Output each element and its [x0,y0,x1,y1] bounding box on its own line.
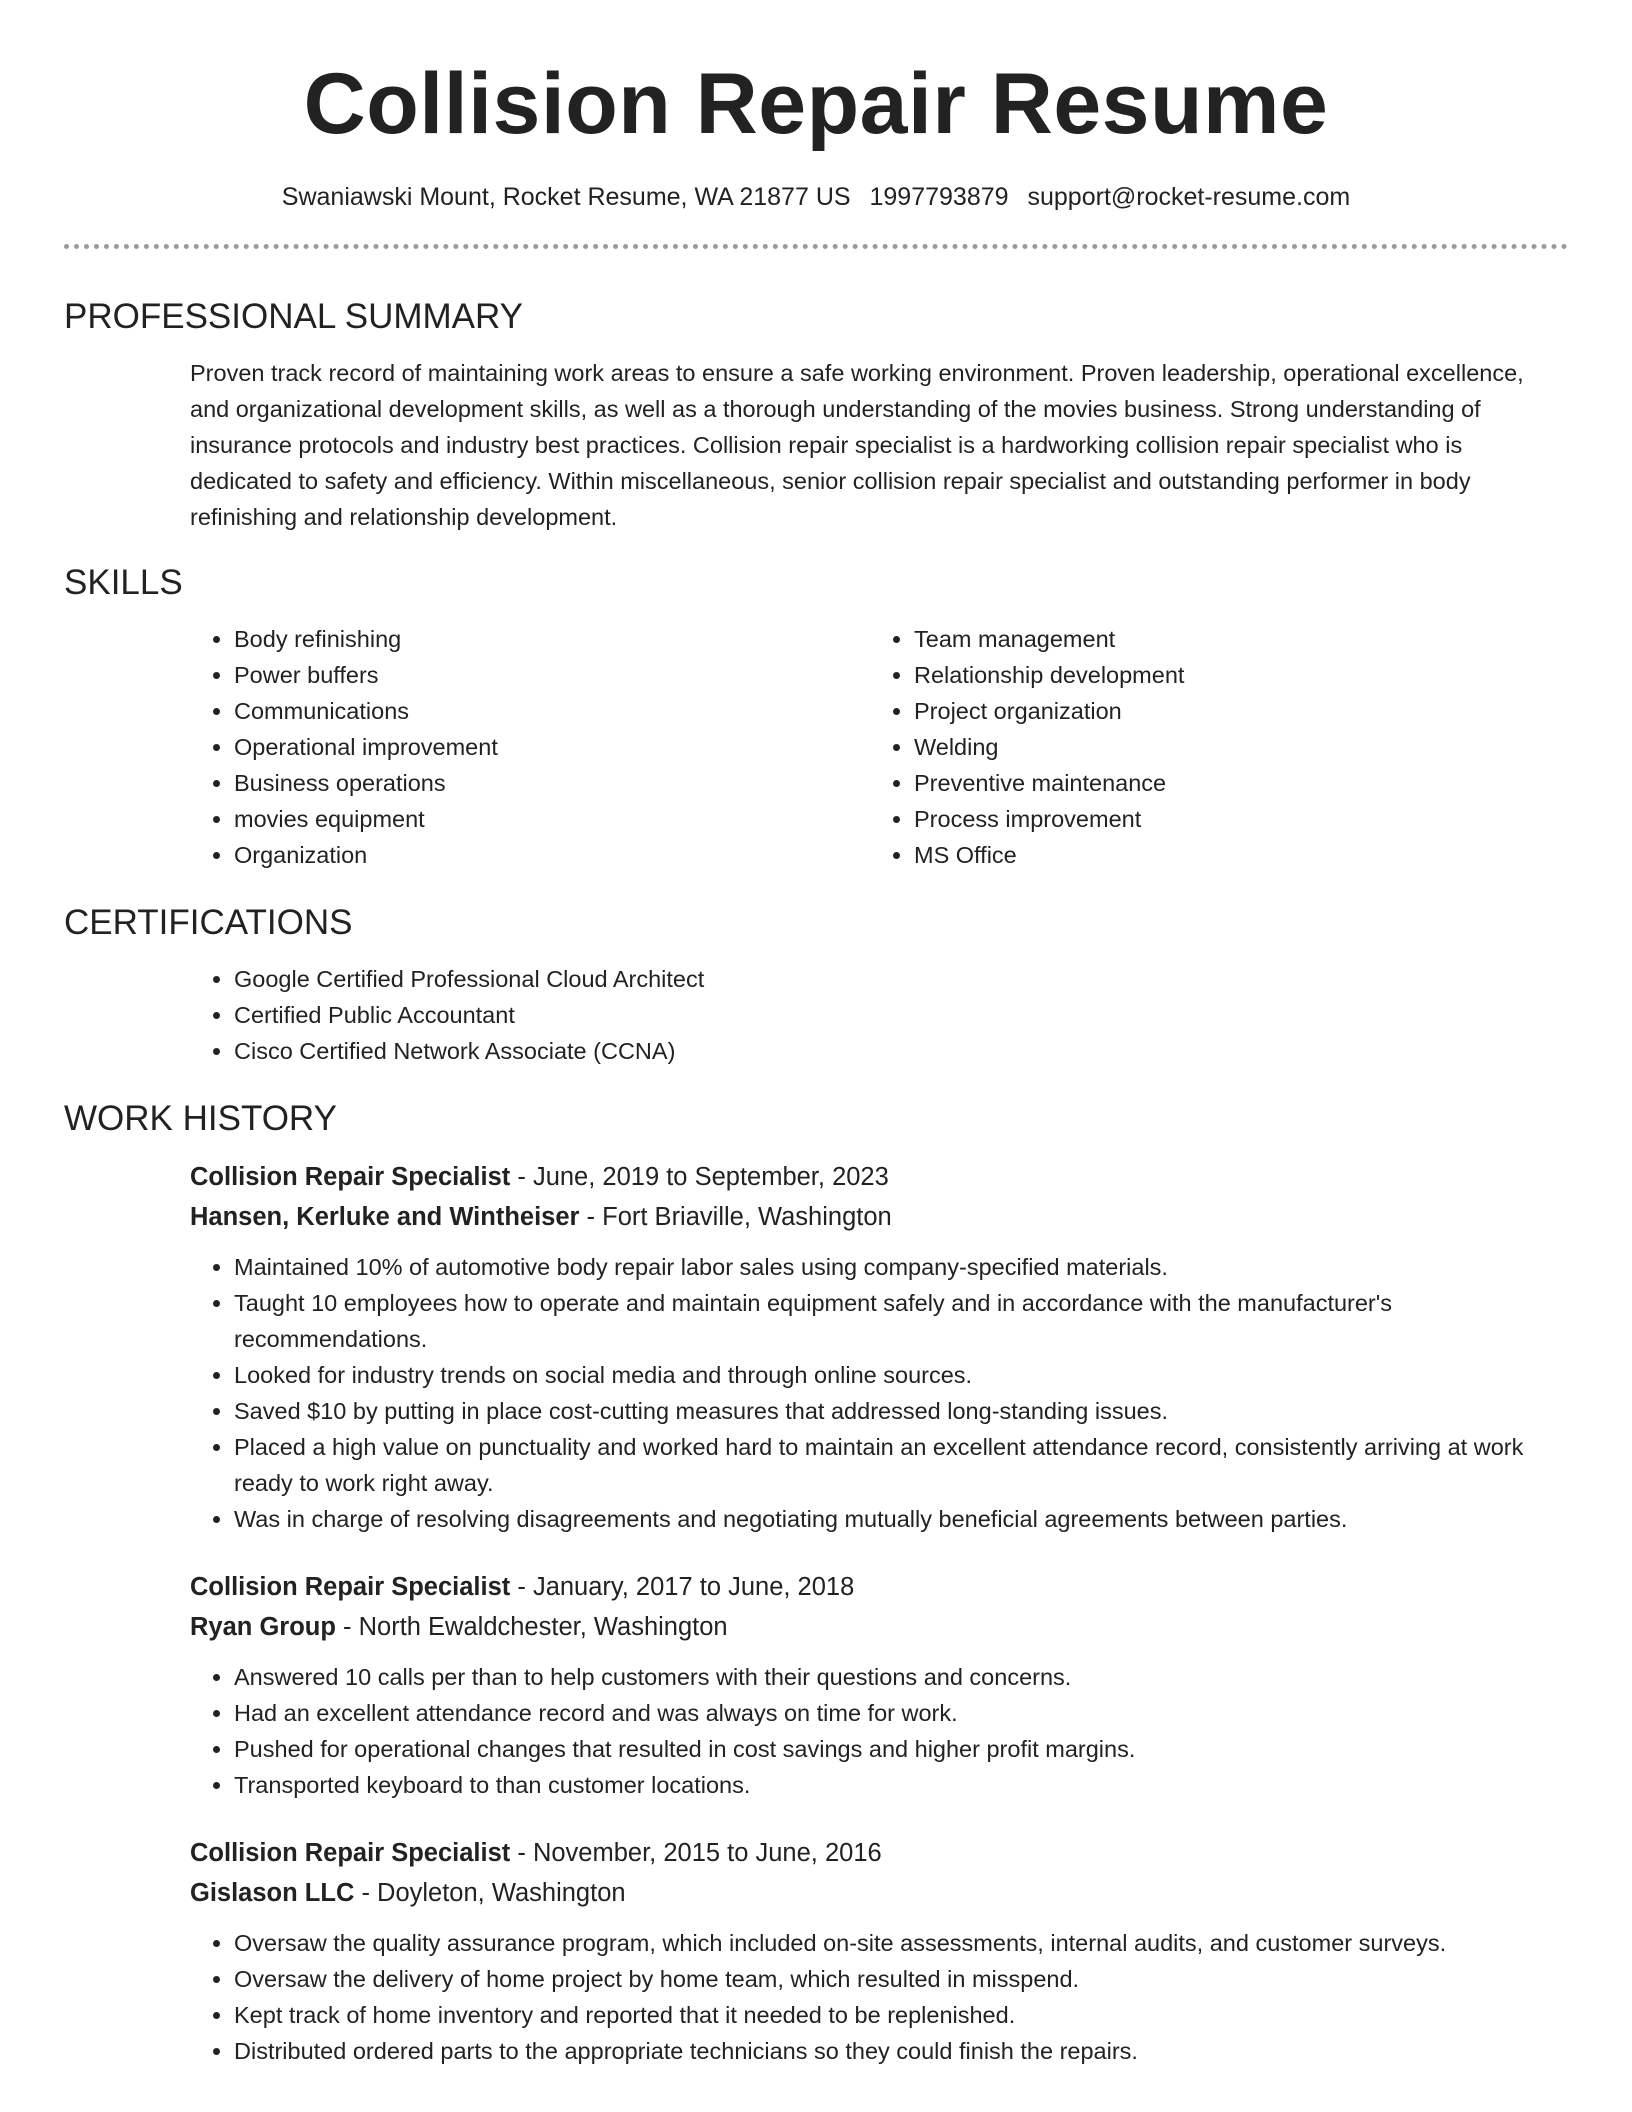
job-dates: January, 2017 to June, 2018 [532,1573,855,1601]
job-company: Gislason LLC [190,1879,355,1907]
certifications-heading: CERTIFICATIONS [64,903,353,942]
contact-line [64,180,1568,214]
job-entry [64,1567,1568,1803]
list-item: • Body refinishing [234,621,870,657]
certifications-list [190,961,1568,1069]
list-item: • Maintained 10% of automotive body repair labor sales using company-specified materials. [234,1249,1568,1285]
job-company: Ryan Group [190,1613,336,1641]
job-bullets [190,1925,1568,2069]
job-bullets [190,1659,1568,1803]
list-item: • movies equipment [234,801,870,837]
skills-list-right [870,621,1550,873]
list-item: • Oversaw the delivery of home project by home team, which resulted in misspend. [234,1961,1568,1997]
job-company-line: Hansen, Kerluke and Wintheiser - Fort Briaville, Washington [190,1203,892,1231]
summary-section [64,295,1568,535]
list-item: • Operational improvement [234,729,870,765]
resume-title: Collision Repair Resume [303,56,1329,152]
certifications-body [64,961,1568,1069]
job-entry [64,1833,1568,2069]
list-item: • Welding [914,729,1550,765]
list-item: • Placed a high value on punctuality and worked hard to maintain an excellent attendance record, consistently arriving at work ready to work right away. [234,1429,1568,1501]
job-company-line: Gislason LLC - Doyleton, Washington [190,1879,626,1907]
list-item: • Team management [914,621,1550,657]
list-item: • Relationship development [914,657,1550,693]
skills-heading: SKILLS [64,563,183,602]
list-item: • Transported keyboard to than customer locations. [234,1767,1568,1803]
header-divider [64,244,1568,249]
job-dates: November, 2015 to June, 2016 [532,1839,882,1867]
list-item: • Oversaw the quality assurance program, which included on-site assessments, internal audits, and customer surveys. [234,1925,1568,1961]
job-role: Collision Repair Specialist [190,1573,511,1601]
list-item: • Business operations [234,765,870,801]
job-bullets [190,1249,1568,1537]
list-item: • MS Office [914,837,1550,873]
work-history-section [64,1097,1568,2069]
job-dates: June, 2019 to September, 2023 [532,1163,889,1191]
list-item: • Google Certified Professional Cloud Architect [234,961,1568,997]
job-title-line: Collision Repair Specialist - June, 2019 to September, 2023 [190,1163,889,1191]
list-item: • Preventive maintenance [914,765,1550,801]
list-item: • Process improvement [914,801,1550,837]
job-location: North Ewaldchester, Washington [358,1613,728,1641]
list-item: • Distributed ordered parts to the appropriate technicians so they could finish the repairs. [234,2033,1568,2069]
list-item: • Pushed for operational changes that resulted in cost savings and higher profit margins. [234,1731,1568,1767]
skills-section [64,561,1568,873]
contact-phone: 1997793879 [869,183,1009,211]
contact-address: Swaniawski Mount, Rocket Resume, WA 21877 US [281,183,851,211]
job-role: Collision Repair Specialist [190,1839,511,1867]
job-location: Fort Briaville, Washington [602,1203,892,1231]
list-item: • Communications [234,693,870,729]
job-company-line: Ryan Group - North Ewaldchester, Washington [190,1613,728,1641]
list-item: • Kept track of home inventory and reported that it needed to be replenished. [234,1997,1568,2033]
skills-column-left [190,621,870,873]
job-role: Collision Repair Specialist [190,1163,511,1191]
list-item: • Was in charge of resolving disagreements and negotiating mutually beneficial agreements between parties. [234,1501,1568,1537]
skills-column-right [870,621,1550,873]
list-item: • Certified Public Accountant [234,997,1568,1033]
list-item: • Looked for industry trends on social media and through online sources. [234,1357,1568,1393]
job-title-line: Collision Repair Specialist - November, 2015 to June, 2016 [190,1839,882,1867]
job-title-line: Collision Repair Specialist - January, 2017 to June, 2018 [190,1573,855,1601]
list-item: • Answered 10 calls per than to help customers with their questions and concerns. [234,1659,1568,1695]
skills-grid [64,621,1568,873]
skills-list-left [190,621,870,873]
list-item: • Power buffers [234,657,870,693]
job-location: Doyleton, Washington [377,1879,626,1907]
job-entry [64,1157,1568,1537]
list-item: • Cisco Certified Network Associate (CCNA) [234,1033,1568,1069]
summary-heading: PROFESSIONAL SUMMARY [64,297,523,336]
list-item: • Project organization [914,693,1550,729]
work-history-heading: WORK HISTORY [64,1099,337,1138]
job-company: Hansen, Kerluke and Wintheiser [190,1203,580,1231]
certifications-section [64,901,1568,1069]
list-item: • Organization [234,837,870,873]
contact-email: support@rocket-resume.com [1027,183,1351,211]
list-item: • Taught 10 employees how to operate and maintain equipment safely and in accordance with the manufacturer's recommendations. [234,1285,1568,1357]
list-item: • Saved $10 by putting in place cost-cutting measures that addressed long-standing issues. [234,1393,1568,1429]
list-item: • Had an excellent attendance record and was always on time for work. [234,1695,1568,1731]
summary-text: Proven track record of maintaining work areas to ensure a safe working environment. Proven leadership, operational excellence, and organizational development skills, as well as a thorough understanding of the movies business. Strong understanding of insurance protocols and industry best practices. Collision repair specialist is a hardworking collision repair specialist who is dedicated to safety and efficiency. Within miscellaneous, senior collision repair specialist and outstanding performer in body refinishing and relationship development. [190,360,1524,530]
